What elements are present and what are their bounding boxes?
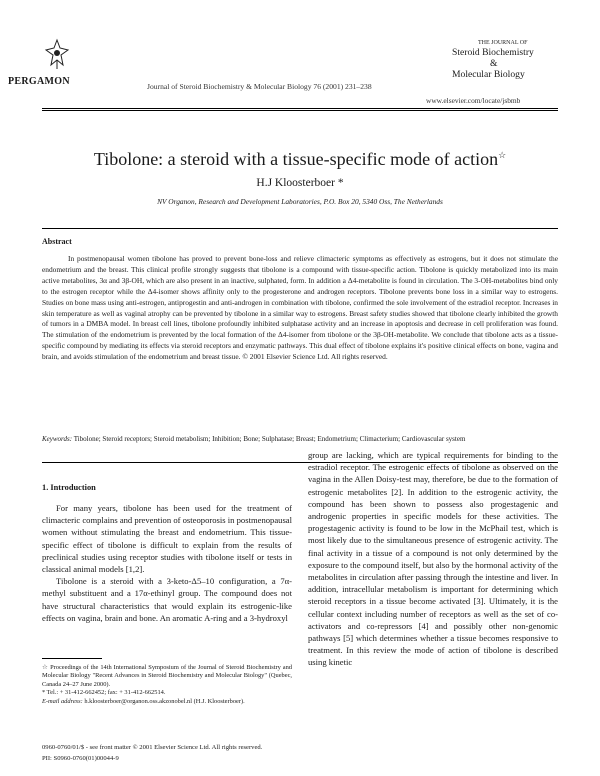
footnote-proceedings: ☆ Proceedings of the 14th International Symposium of the Journal of Steroid Biochemistry and Molecular Biology "Recent Advances in Steroid Biochemistry and Molecular Biology" (Quebec, Canada 24–27 June 2000). xyxy=(42,664,292,688)
journal-url-link[interactable]: www.elsevier.com/locate/jsbmb xyxy=(426,96,521,105)
section-heading-introduction: 1. Introduction xyxy=(42,483,96,492)
header-divider-2 xyxy=(42,110,558,111)
journal-logo xyxy=(452,40,572,80)
article-title xyxy=(0,149,600,170)
intro-paragraph-2: Tibolone is a steroid with a 3-keto-Δ5–10 configuration, a 7α-methyl substituent and a 17α-ethinyl group. The compound does not have structural characteristics that would explain its estrogenic-like effects on vagina, brain and bone. An aromatic A-ring and a 3-hydroxyl xyxy=(42,576,292,623)
keywords xyxy=(42,434,558,444)
abstract-top-divider xyxy=(42,228,558,229)
email-label: E-mail address: xyxy=(42,697,83,705)
footnote-contact: * Tel.: + 31-412-662452; fax: + 31-412-662514. xyxy=(42,689,166,697)
footnote-email xyxy=(42,698,292,706)
email-address-link[interactable]: h.kloosterboer@organon.oss.akzonobel.nl (H.J. Kloosterboer). xyxy=(84,697,245,705)
publisher-name: PERGAMON xyxy=(8,76,70,87)
journal-logo-prefix: THE JOURNAL OF xyxy=(478,40,528,46)
footnotes xyxy=(42,664,292,706)
publisher-logo-icon xyxy=(44,38,70,70)
header-divider xyxy=(42,108,558,109)
footnote-divider xyxy=(42,658,102,659)
keywords-label: Keywords: xyxy=(42,435,73,443)
article-title-text: Tibolone: a steroid with a tissue-specific mode of action xyxy=(93,149,499,169)
pii-line: PII: S0960-0760(01)00044-9 xyxy=(42,755,119,762)
right-column-text: group are lacking, which are typical requirements for binding to the estradiol receptor. The estrogenic effects of tibolone as observed on the vagina in the Allen Doisy-test may, therefore, be due to the formation of estrogenic metabolites [2]. In addition to the estrogenic activity, the compound has been shown to possess also progestagenic and androgenic properties in specific models for these activities. The progestagenic activity is found to be low in the McPhail test, which is most likely due to the simultaneous presence of estrogenic activity. The final activity in a tissue of a compound is not only determined by the exposure to the compound itself, but also by the hormonal activity of the metabolites in circulation after passing through the intestine and liver. In addition, intracellular metabolism is important for determining which steroid receptors in a tissue become activated [3]. Ultimately, it is the cellular context including number of receptors as well as the set of co-activators and co-repressors [4] and possibly other non-genomic pathways [5] which determines whether a tissue becomes responsive to treatment. In this review the mode of action of tibolone is described using kinetic xyxy=(308,450,558,668)
abstract-heading: Abstract xyxy=(42,237,72,246)
abstract-text: In postmenopausal women tibolone has proved to prevent bone-loss and relieve climacteric symptoms as effectively as estrogens, but it does not stimulate the endometrium and the breast. This clinical profile strongly suggests that tibolone is a compound with tissue-specific action. Tibolone is quickly metabolized into its main active metabolites, 3α and 3β-OH, which are also present in an inactive, sulphated, form. In addition a Δ4-metabolite is found in circulation. The 3-OH-metabolites bind only to the estrogen receptor while the Δ4-isomer shows affinity only to the progesterone and androgen receptors. Tibolone prevents bone loss in a similar way to estrogens. Studies on bone mass using anti-estrogen, antiprogestin and anti-androgen in combination with tibolone, confirmed the sole involvement of the estradiol receptor. Increases in skin temperature as well as vaginal atrophy can be prevented by tibolone in a similar way to estrogens. Breast safety studies showed that tibolone clearly inhibited the growth of tumors in a DMBA model. In breast cell lines, tibolone profoundly inhibited sulphatase activity and an increase in apoptosis and decrease in cell proliferation was found. The stimulation of the endometrium is prevented by the local formation of the Δ4-isomer from tibolone or the 3β-OH-metabolite. We conclude that tibolone acts as a tissue-specific compound by mediating its effects via steroid receptors and enzymatic pathways. This dual effect of tibolone explains it's positive clinical effects on bone, vagina and brain, and avoids stimulation of the endometrium and breast tissue. © 2001 Elsevier Science Ltd. All rights reserved. xyxy=(42,254,558,362)
keywords-list: Tibolone; Steroid receptors; Steroid metabolism; Inhibition; Bone; Sulphatase; Breast; Endometrium; Climacterium; Cardiovascular system xyxy=(73,435,466,443)
issn-line: 0960-0760/01/$ - see front matter © 2001 Elsevier Science Ltd. All rights reserved. xyxy=(42,744,263,751)
title-footnote-mark: ☆ xyxy=(498,150,507,160)
intro-paragraph-1: For many years, tibolone has been used for the treatment of climacteric complains and prevention of osteoporosis in postmenopausal women without stimulating the breast and endometrium. This tissue-specific effect of tibolone is difficult to explain from the results of preclinical studies using receptor studies with tibolone itself or tests in classical animal models [1,2]. xyxy=(42,503,292,575)
journal-citation: Journal of Steroid Biochemistry & Molecular Biology 76 (2001) 231–238 xyxy=(147,82,372,91)
journal-logo-line3: Molecular Biology xyxy=(452,69,525,80)
left-column xyxy=(42,502,292,624)
article-author: H.J Kloosterboer * xyxy=(256,177,344,189)
journal-logo-line1: Steroid Biochemistry xyxy=(452,47,534,58)
journal-logo-line2: & xyxy=(490,58,498,69)
author-affiliation: NV Organon, Research and Development Laboratories, P.O. Box 20, 5340 Oss, The Netherlands xyxy=(157,197,443,206)
